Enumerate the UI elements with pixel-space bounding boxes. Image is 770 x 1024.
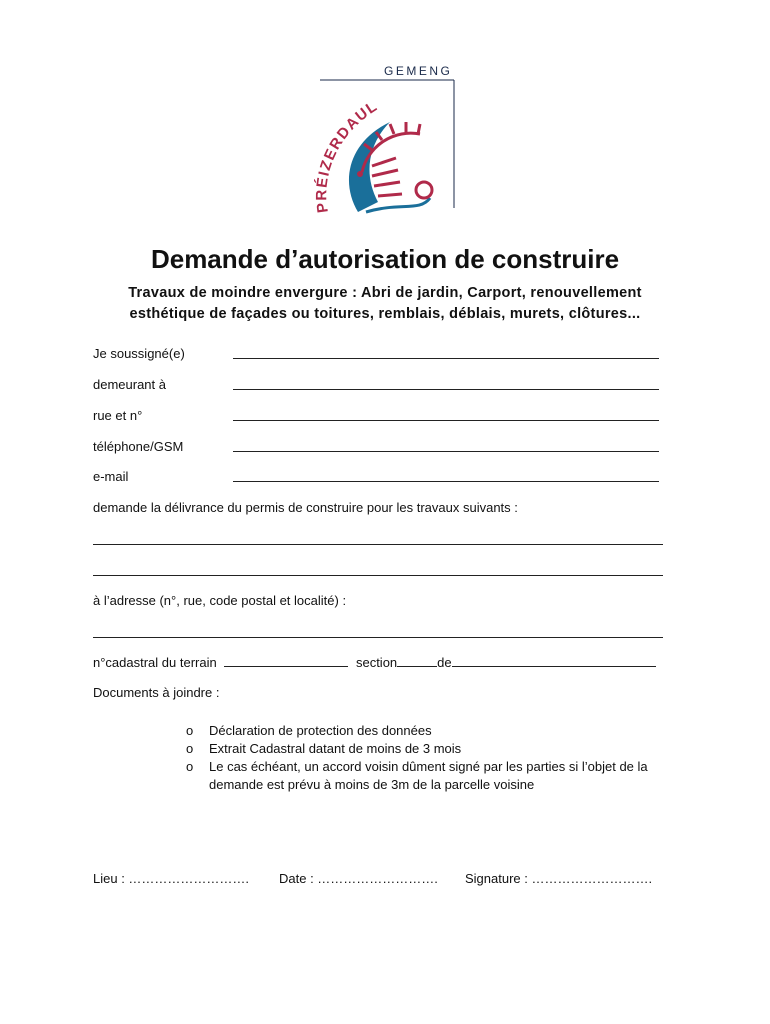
field-name[interactable]	[93, 346, 663, 364]
section-line[interactable]	[397, 654, 437, 667]
subtitle-line: esthétique de façades ou toitures, remblais, déblais, murets, clôtures...	[129, 306, 641, 322]
page-title: Demande d’autorisation de construire	[150, 244, 620, 274]
request-text: demande la délivrance du permis de construire pour les travaux suivants :	[93, 500, 518, 515]
bullet-icon: o	[186, 741, 194, 756]
address-line[interactable]	[93, 637, 663, 638]
field-label: téléphone/GSM	[93, 439, 184, 454]
field-street[interactable]	[93, 408, 663, 426]
logo-arc-text: PRÉIZERDAUL	[313, 97, 382, 214]
field-line[interactable]	[233, 481, 659, 482]
section-label: section	[355, 655, 398, 670]
field-email[interactable]	[93, 469, 663, 487]
logo-gemeng-text: GEMENG	[384, 64, 453, 78]
de-label: de	[437, 655, 452, 670]
list-item	[186, 722, 686, 740]
field-label: demeurant à	[93, 377, 166, 392]
field-line[interactable]	[233, 358, 659, 359]
date-field[interactable]: Date : ……………………….	[279, 871, 438, 886]
page-subtitle	[60, 283, 710, 325]
de-line[interactable]	[452, 654, 656, 667]
signature-field[interactable]: Signature : ……………………….	[465, 871, 653, 886]
address-text: à l’adresse (n°, rue, code postal et localité) :	[93, 593, 347, 608]
field-phone[interactable]	[93, 439, 663, 457]
municipality-logo	[300, 62, 460, 222]
list-item	[186, 758, 686, 794]
field-label: rue et n°	[93, 408, 143, 423]
document-item-text: Extrait Cadastral datant de moins de 3 mois	[209, 741, 462, 756]
cadastral-number-line[interactable]	[224, 654, 348, 667]
field-line[interactable]	[233, 451, 659, 452]
place-field[interactable]: Lieu : ……………………….	[93, 871, 250, 886]
documents-list	[186, 722, 686, 794]
document-item-text: Le cas échéant, un accord voisin dûment signé par les parties si l’objet de la demande est prévu à moins de 3m de la parcelle voisine	[209, 759, 648, 792]
field-label: Je soussigné(e)	[93, 346, 185, 361]
works-line[interactable]	[93, 575, 663, 576]
cadastral-row	[93, 654, 673, 670]
document-item-text: Déclaration de protection des données	[209, 723, 432, 738]
field-residence[interactable]	[93, 377, 663, 395]
works-line[interactable]	[93, 544, 663, 545]
logo-emblem-icon	[300, 62, 460, 222]
field-line[interactable]	[233, 420, 659, 421]
bullet-icon: o	[186, 723, 194, 738]
subtitle-line: Travaux de moindre envergure : Abri de jardin, Carport, renouvellement	[128, 285, 642, 301]
field-line[interactable]	[233, 389, 659, 390]
cadastral-label: n°cadastral du terrain	[93, 655, 217, 670]
documents-heading: Documents à joindre :	[93, 685, 220, 700]
list-item	[186, 740, 686, 758]
bullet-icon: o	[186, 759, 194, 774]
field-label: e-mail	[93, 469, 129, 484]
